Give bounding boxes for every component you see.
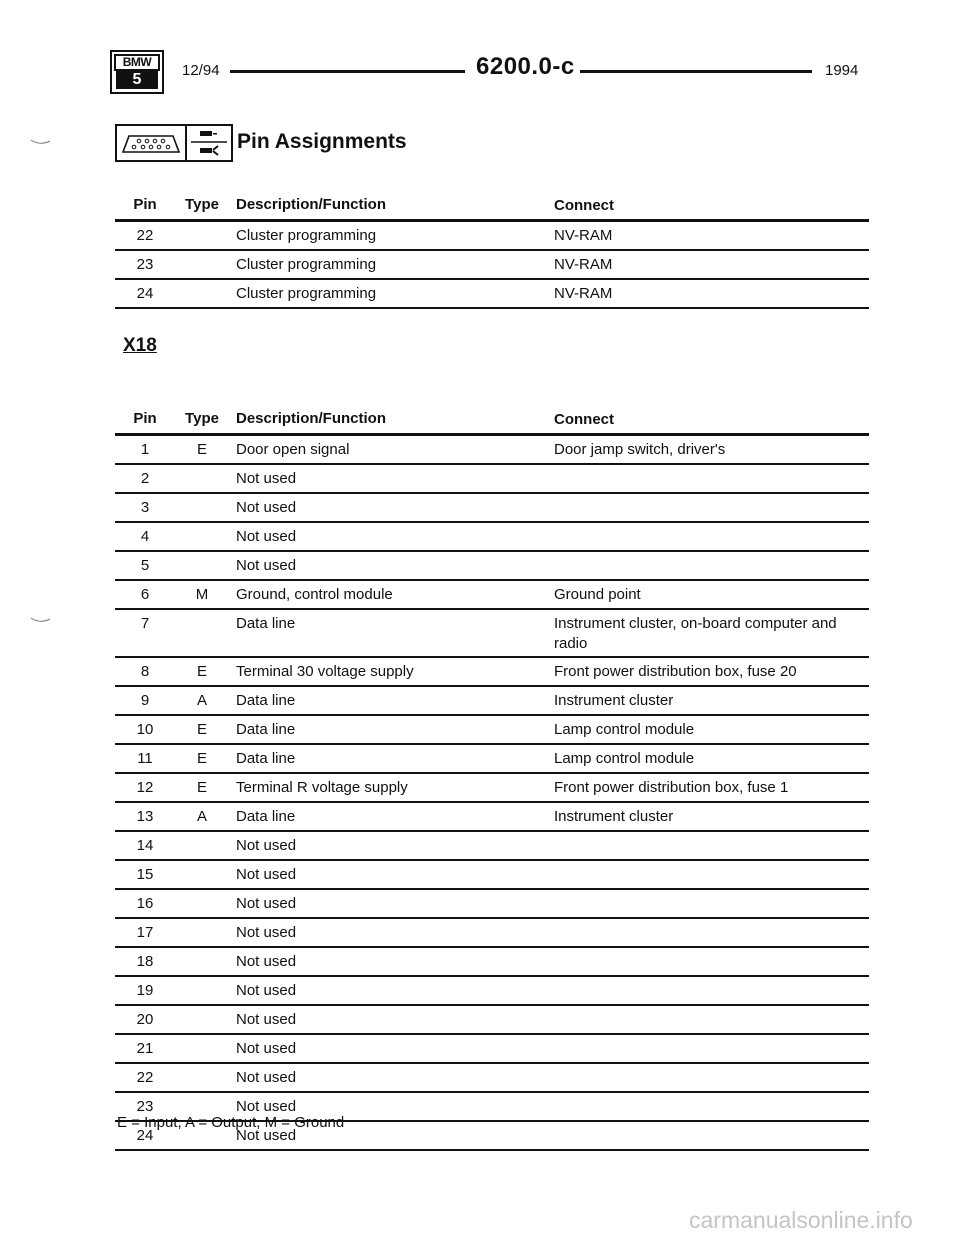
description-cell: Terminal R voltage supply <box>236 779 408 796</box>
pin-cell: 12 <box>136 779 154 796</box>
header-rule-right <box>580 70 812 73</box>
pin-cell: 17 <box>136 924 154 941</box>
column-header-description: Description/Function <box>236 196 386 213</box>
table-row <box>115 610 869 658</box>
description-cell: Not used <box>236 866 297 883</box>
pin-cell: 14 <box>136 837 154 854</box>
pin-cell: 13 <box>136 808 154 825</box>
pin-cell: 11 <box>137 750 153 767</box>
pin-cell: 24 <box>136 1127 154 1144</box>
description-cell: Ground, control module <box>236 586 393 603</box>
column-header-connect: Connect <box>554 411 614 428</box>
table-row <box>115 919 869 948</box>
connect-cell: Front power distribution box, fuse 1 <box>554 779 789 796</box>
table-header-row <box>115 407 869 436</box>
table-row <box>115 890 869 919</box>
header-rule-left <box>230 70 465 73</box>
table-row <box>115 523 869 552</box>
table-row <box>115 977 869 1006</box>
type-cell: E <box>196 750 207 767</box>
connect-cell: Front power distribution box, fuse 20 <box>554 663 797 680</box>
description-cell: Not used <box>236 895 297 912</box>
table-row <box>115 861 869 890</box>
pin-cell: 23 <box>136 256 154 273</box>
type-legend: E = Input, A = Output, M = Ground <box>117 1114 345 1131</box>
page-header <box>110 40 870 90</box>
column-header-connect: Connect <box>554 197 614 214</box>
watermark: carmanualsonline.info <box>689 1207 913 1233</box>
connector-label: X18 <box>123 335 157 356</box>
type-cell: E <box>196 721 207 738</box>
pin-cell: 7 <box>140 615 150 632</box>
description-cell: Not used <box>236 557 297 574</box>
description-cell: Data line <box>236 808 296 825</box>
table-row <box>115 716 869 745</box>
description-cell: Not used <box>236 528 297 545</box>
table-row <box>115 222 869 251</box>
connect-cell: NV-RAM <box>554 285 613 302</box>
pin-cell: 19 <box>136 982 154 999</box>
table-row <box>115 948 869 977</box>
table-row <box>115 774 869 803</box>
table-header-row <box>115 193 869 222</box>
connect-cell: Instrument cluster, on-board computer and radio <box>554 615 837 652</box>
table-row <box>115 803 869 832</box>
table-row <box>115 1035 869 1064</box>
table-row <box>115 658 869 687</box>
description-cell: Terminal 30 voltage supply <box>236 663 414 680</box>
type-cell: E <box>196 441 207 458</box>
column-header-pin: Pin <box>133 410 157 427</box>
description-cell: Data line <box>236 750 296 767</box>
description-cell: Cluster programming <box>236 227 377 244</box>
column-header-type: Type <box>185 196 219 213</box>
description-cell: Not used <box>236 924 297 941</box>
connect-cell: Instrument cluster <box>554 692 674 709</box>
table-row <box>115 465 869 494</box>
description-cell: Cluster programming <box>236 285 377 302</box>
description-cell: Not used <box>236 1098 297 1115</box>
description-cell: Not used <box>236 982 297 999</box>
type-cell: A <box>196 692 207 709</box>
margin-mark <box>30 616 52 624</box>
type-cell: A <box>196 808 207 825</box>
description-cell: Not used <box>236 837 297 854</box>
document-code: 6200.0-c <box>476 53 575 80</box>
table-row <box>115 280 869 309</box>
pin-cell: 5 <box>140 557 150 574</box>
table-row <box>115 251 869 280</box>
pin-cell: 18 <box>136 953 154 970</box>
column-header-pin: Pin <box>133 196 157 213</box>
table-row <box>115 745 869 774</box>
description-cell: Not used <box>236 953 297 970</box>
pin-table-x18 <box>115 407 869 1151</box>
description-cell: Cluster programming <box>236 256 377 273</box>
connect-cell: Lamp control module <box>554 750 695 767</box>
description-cell: Not used <box>236 1040 297 1057</box>
connect-cell: Instrument cluster <box>554 808 674 825</box>
pin-cell: 10 <box>136 721 154 738</box>
type-cell: M <box>195 586 209 603</box>
description-cell: Not used <box>236 470 297 487</box>
column-header-type: Type <box>185 410 219 427</box>
connect-cell: NV-RAM <box>554 227 613 244</box>
pin-cell: 23 <box>136 1098 154 1115</box>
table-row <box>115 552 869 581</box>
pin-table-continued <box>115 193 869 309</box>
connect-cell: Door jamp switch, driver's <box>554 441 726 458</box>
type-cell: E <box>196 663 207 680</box>
pin-cell: 22 <box>136 227 154 244</box>
description-cell: Data line <box>236 615 296 632</box>
connect-cell: Lamp control module <box>554 721 695 738</box>
column-header-description: Description/Function <box>236 410 386 427</box>
pin-cell: 16 <box>136 895 154 912</box>
logo-brand: BMW <box>114 54 160 71</box>
pin-cell: 24 <box>136 285 154 302</box>
connect-cell: Ground point <box>554 586 641 603</box>
pin-cell: 2 <box>140 470 150 487</box>
pin-cell: 15 <box>136 866 154 883</box>
table-row <box>115 832 869 861</box>
table-row <box>115 1064 869 1093</box>
header-year: 1994 <box>825 62 859 79</box>
pin-cell: 8 <box>140 663 150 680</box>
pin-cell: 4 <box>140 528 150 545</box>
bmw-5-series-logo <box>110 50 164 94</box>
type-cell: E <box>196 779 207 796</box>
header-date: 12/94 <box>182 62 220 79</box>
pin-cell: 3 <box>140 499 150 516</box>
margin-mark <box>30 138 52 146</box>
section-title: Pin Assignments <box>237 130 407 153</box>
description-cell: Data line <box>236 692 296 709</box>
description-cell: Not used <box>236 1011 297 1028</box>
description-cell: Not used <box>236 499 297 516</box>
description-cell: Not used <box>236 1127 297 1144</box>
pin-cell: 1 <box>140 441 150 458</box>
description-cell: Data line <box>236 721 296 738</box>
connector-socket-icon <box>115 124 187 162</box>
table-row <box>115 494 869 523</box>
pin-cell: 20 <box>136 1011 154 1028</box>
table-row <box>115 1006 869 1035</box>
table-row <box>115 687 869 716</box>
pin-cell: 22 <box>136 1069 154 1086</box>
description-cell: Not used <box>236 1069 297 1086</box>
logo-series: 5 <box>116 71 158 89</box>
description-cell: Door open signal <box>236 441 350 458</box>
connect-cell: NV-RAM <box>554 256 613 273</box>
pin-cell: 21 <box>136 1040 154 1057</box>
table-row <box>115 436 869 465</box>
pin-cell: 6 <box>140 586 150 603</box>
pin-cell: 9 <box>140 692 150 709</box>
table-row <box>115 581 869 610</box>
pin-assignment-icon <box>187 124 233 162</box>
